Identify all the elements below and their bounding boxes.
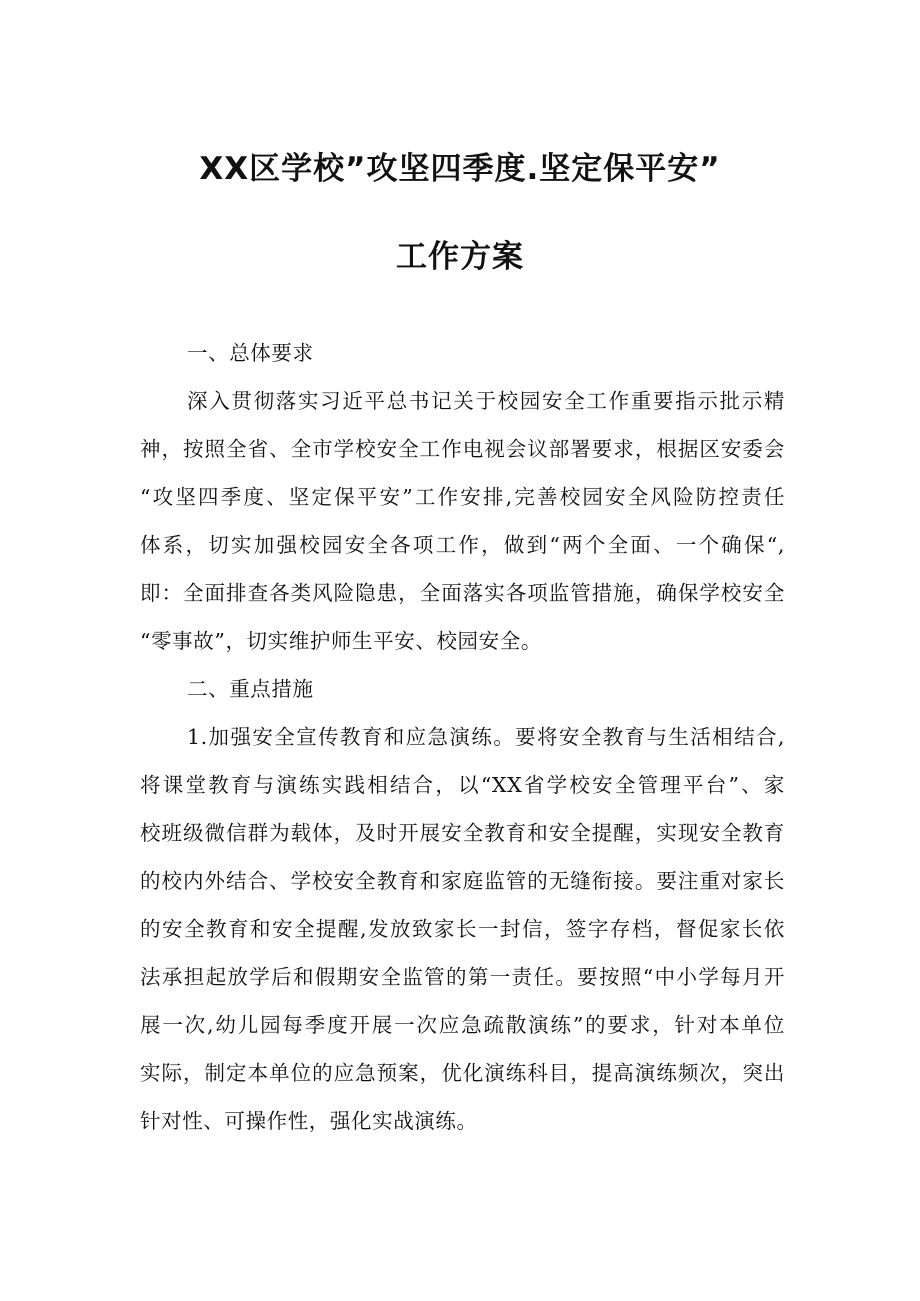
section1-heading: 一、总体要求 — [187, 341, 314, 365]
section1-paragraph-line: 深入贯彻落实习近平总书记关于校园安全工作重要指示批示精 — [187, 389, 785, 413]
section2-heading: 二、重点措施 — [187, 677, 314, 701]
section1-paragraph-line: 神，按照全省、全市学校安全工作电视会议部署要求，根据区安委会 — [140, 437, 785, 461]
document-title-line1: XX区学校”攻坚四季度.坚定保平安” — [199, 151, 721, 187]
section1-paragraph-line: “攻坚四季度、坚定保平安”工作安排,完善校园安全风险防控责任 — [140, 485, 785, 509]
section1-paragraph-line: 体系，切实加强校园安全各项工作，做到“两个全面、一个确保“, — [140, 533, 785, 557]
section2-paragraph-line: 校班级微信群为载体，及时开展安全教育和安全提醒，实现安全教育 — [140, 821, 785, 845]
section1-paragraph-line: 即：全面排查各类风险隐患，全面落实各项监管措施，确保学校安全 — [140, 581, 785, 605]
section2-paragraph-line: 的安全教育和安全提醒,发放致家长一封信，签字存档，督促家长依 — [140, 917, 785, 941]
section1-paragraph-line: “零事故”，切实维护师生平安、校园安全。 — [140, 629, 542, 653]
section2-paragraph-line: 展一次,幼儿园每季度开展一次应急疏散演练”的要求，针对本单位 — [140, 1013, 785, 1037]
section2-paragraph-line: 将课堂教育与演练实践相结合，以“XX省学校安全管理平台”、家 — [140, 773, 785, 797]
section2-paragraph-line: 实际，制定本单位的应急预案，优化演练科目，提高演练频次，突出 — [140, 1061, 785, 1085]
section2-paragraph-line: 针对性、可操作性，强化实战演练。 — [140, 1109, 478, 1133]
section2-paragraph-line: 法承担起放学后和假期安全监管的第一责任。要按照“中小学每月开 — [140, 965, 785, 989]
document-title-line2: 工作方案 — [396, 239, 524, 275]
section2-paragraph-line: 1.加强安全宣传教育和应急演练。要将安全教育与生活相结合, — [187, 725, 785, 749]
section2-paragraph-line: 的校内外结合、学校安全教育和家庭监管的无缝衔接。要注重对家长 — [140, 869, 785, 893]
